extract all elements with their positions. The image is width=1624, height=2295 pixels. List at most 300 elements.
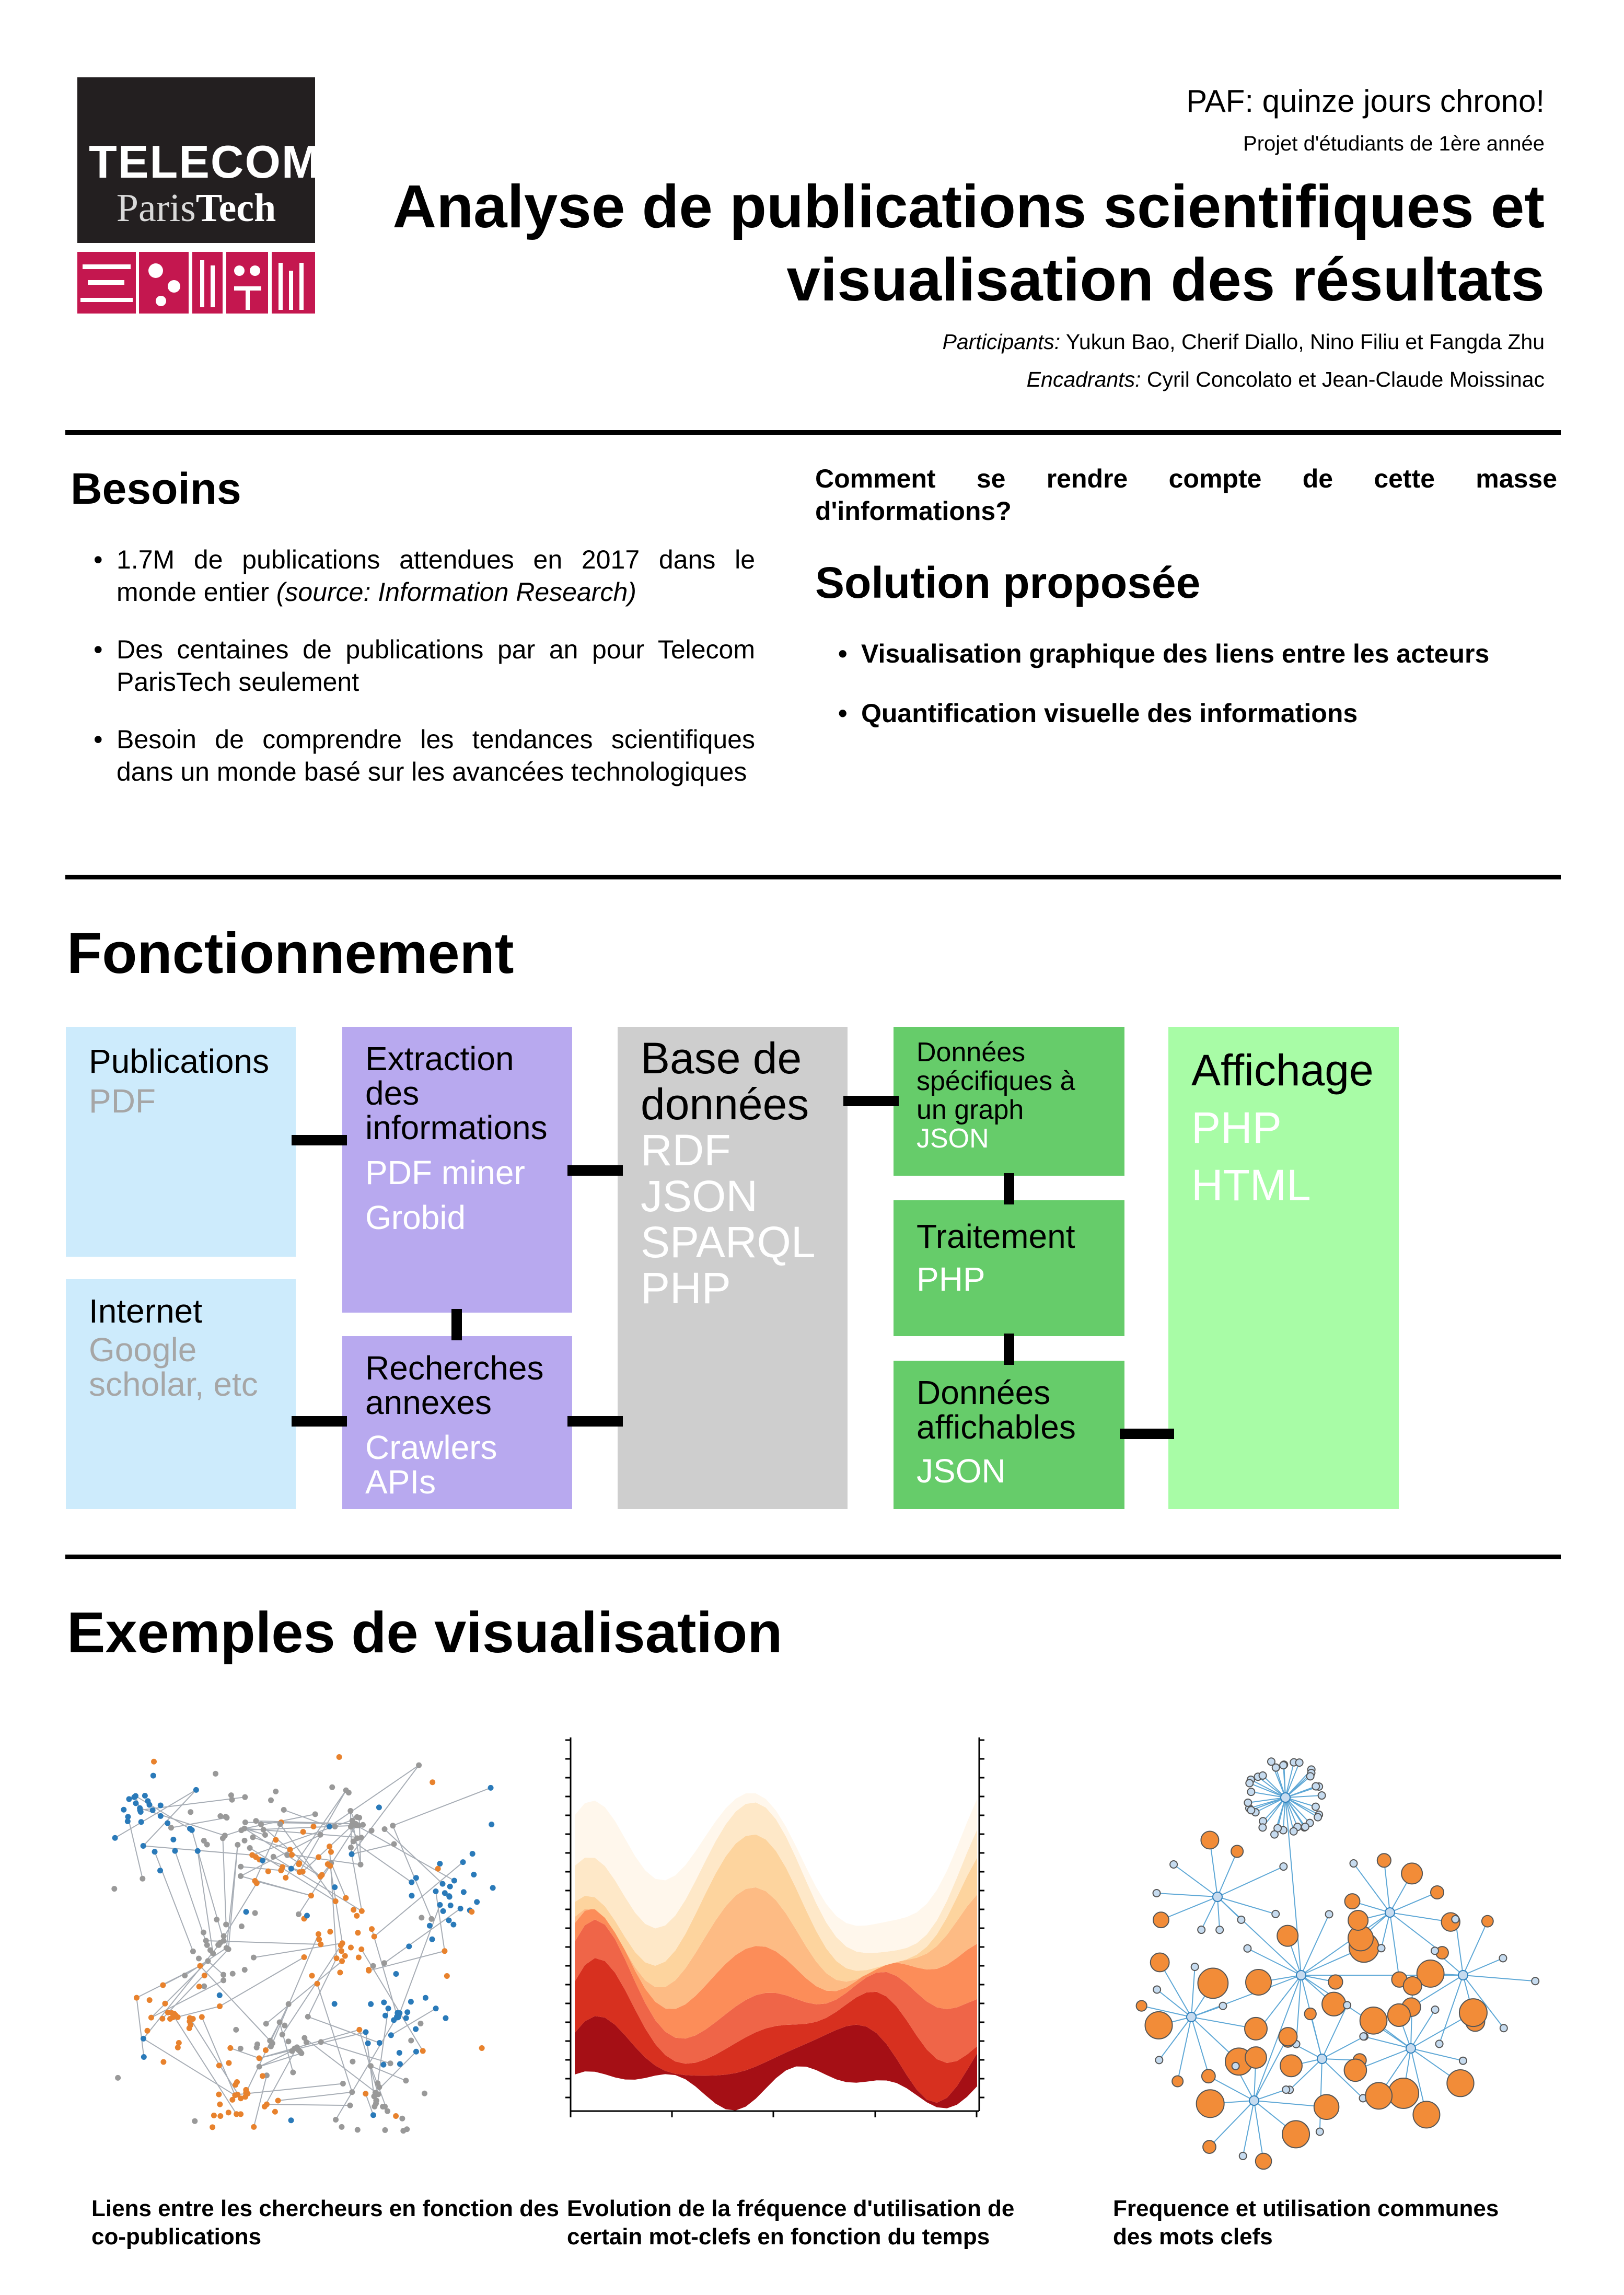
network-node [413, 1875, 419, 1881]
network-node [142, 1793, 148, 1799]
network-node [342, 1953, 348, 1959]
network-edge [136, 1998, 144, 2057]
network-node [333, 1898, 339, 1904]
encadrants-names: Cyril Concolato et Jean-Claude Moissinac [1146, 367, 1545, 391]
network-node [216, 2092, 222, 2097]
network-node [187, 2019, 192, 2024]
network-node [150, 1773, 156, 1779]
recherches-box: Recherches annexes Crawlers APIs [342, 1336, 572, 1509]
network-node [458, 1906, 463, 1911]
network-node [263, 2021, 269, 2026]
tree-edge [1243, 2101, 1254, 2156]
network-node [273, 1789, 279, 1794]
tree-node [1296, 1759, 1303, 1766]
network-node [304, 1913, 310, 1919]
network-node [376, 1804, 382, 1810]
network-node [228, 1792, 234, 1798]
network-node [386, 2006, 391, 2011]
tree-node [1447, 2070, 1474, 2096]
network-node [137, 1807, 143, 1813]
network-node [319, 1872, 325, 1878]
network-node [471, 1872, 477, 1877]
tree-edge [1463, 1975, 1535, 1981]
page-title [343, 170, 1545, 316]
tree-node [1216, 1926, 1223, 1933]
network-node [368, 2063, 374, 2069]
tree-node [1326, 1910, 1333, 1918]
network-node [243, 2090, 249, 2095]
tagline: PAF: quinze jours chrono! [1186, 84, 1545, 119]
tree-node [1328, 1975, 1342, 1989]
network-node [488, 1785, 494, 1791]
tree-node [1239, 2152, 1247, 2160]
network-node [249, 1852, 255, 1858]
network-node [285, 2038, 291, 2044]
network-node [447, 1884, 453, 1890]
tree-node [1272, 1910, 1279, 1918]
tree-edge [1390, 1913, 1399, 1979]
network-node [370, 2112, 376, 2118]
network-node [202, 1973, 207, 1978]
network-node [437, 1902, 443, 1908]
tree-node [1272, 1764, 1280, 1771]
network-node [354, 1913, 359, 1919]
network-node [489, 1822, 494, 1827]
network-node [213, 1771, 218, 1777]
network-node [339, 2124, 344, 2130]
network-node [189, 1827, 195, 1833]
network-node [312, 1811, 318, 1817]
network-node [469, 1909, 474, 1915]
network-node [450, 1922, 456, 1928]
tree-node [1413, 2101, 1440, 2128]
network-node [437, 1861, 443, 1867]
network-node [144, 2028, 150, 2034]
tree-node [1153, 1986, 1161, 1993]
network-edge [393, 1788, 491, 1825]
tree-node [1318, 1792, 1326, 1799]
network-node [286, 2001, 292, 2007]
network-node [355, 1930, 361, 1935]
encadrants-line [1027, 366, 1545, 393]
network-node [172, 1848, 178, 1854]
tree-hub-node [1249, 2096, 1259, 2105]
network-node [242, 1838, 248, 1844]
tree-node [1153, 1912, 1169, 1928]
network-node [195, 1848, 201, 1854]
network-node [350, 2059, 355, 2065]
network-node [373, 2097, 379, 2103]
network-node [205, 1958, 211, 1964]
tree-node [1136, 2001, 1147, 2011]
tree-edge [1174, 1864, 1217, 1897]
participants-names: Yukun Bao, Cherif Diallo, Nino Filiu et Fangda Zhu [1065, 330, 1545, 354]
tree-node [1360, 2007, 1387, 2034]
tree-hub-node [1458, 1971, 1468, 1980]
network-node [182, 1973, 188, 1978]
network-node [399, 2116, 405, 2122]
tree-node [1377, 1853, 1391, 1867]
network-node [433, 2006, 439, 2011]
network-node [296, 1911, 301, 1917]
network-node [366, 1967, 372, 1973]
tree-node [1256, 2153, 1272, 2170]
tree-node [1259, 1772, 1267, 1779]
network-node [358, 1862, 364, 1868]
network-node [363, 2091, 368, 2096]
network-edge [308, 2016, 379, 2043]
tree-nodes [1136, 1758, 1539, 2169]
network-node [216, 2062, 222, 2068]
tree-node [1314, 2095, 1339, 2120]
network-node [261, 1827, 266, 1833]
network-node [223, 1921, 229, 1927]
affichage-box: Affichage PHP HTML [1168, 1027, 1399, 1509]
network-edge [255, 1881, 311, 1896]
network-node [403, 2015, 409, 2021]
list-item: • Visualisation graphique des liens entre les acteurs [838, 639, 1490, 668]
network-node [351, 1838, 356, 1844]
tree-node [1499, 1954, 1506, 1962]
network-node [349, 2089, 355, 2095]
network-node [315, 1981, 320, 1987]
network-node [318, 1941, 323, 1947]
participants-line [943, 328, 1545, 355]
network-node [235, 1842, 240, 1848]
network-node [310, 1824, 316, 1829]
tree-node [1246, 1780, 1253, 1787]
network-node [333, 2117, 339, 2123]
network-edge [253, 1943, 342, 1957]
network-edge [308, 1958, 337, 2017]
network-node [111, 1886, 117, 1892]
tree-node [1482, 1916, 1493, 1927]
network-node [479, 2045, 485, 2051]
tree-node [1219, 2002, 1226, 2010]
network-node [257, 2055, 262, 2061]
network-node [365, 2041, 371, 2046]
network-node [390, 1823, 396, 1828]
network-node [348, 1824, 354, 1829]
tree-node [1280, 1863, 1287, 1870]
network-node [327, 1929, 333, 1934]
donnees-affichables-box: Données affichables JSON [894, 1361, 1124, 1509]
network-node [141, 2036, 146, 2042]
network-node [199, 2014, 205, 2020]
list-item: • Besoin de comprendre les tendances scientifiques dans un monde basé sur les avancées technologiques [94, 725, 755, 786]
network-node [358, 1946, 364, 1952]
connector [292, 1416, 347, 1427]
network-node [332, 1884, 338, 1890]
network-node [397, 2050, 402, 2056]
network-node [152, 1849, 158, 1854]
tree-edge [1301, 1914, 1329, 1975]
network-node [268, 1798, 274, 1803]
connector [1120, 1429, 1174, 1439]
network-node [160, 2059, 166, 2065]
tree-node [1388, 2078, 1419, 2108]
network-node [158, 1813, 164, 1819]
network-node [268, 2044, 274, 2049]
network-node [241, 1826, 247, 1832]
network-edge [155, 1852, 193, 1952]
network-node [133, 1793, 138, 1799]
network-edge [280, 2022, 293, 2072]
network-node [309, 1973, 315, 1978]
donnees-graph-box: Données spécifiques à un graph JSON [894, 1027, 1124, 1176]
network-node [406, 1943, 412, 1949]
network-node [264, 2102, 270, 2107]
tree-node [1191, 1963, 1199, 1971]
network-edge [254, 2076, 267, 2127]
network-node [343, 1895, 349, 1901]
network-node [233, 2027, 239, 2033]
network-node [369, 1926, 375, 1932]
network-node [289, 1852, 295, 1858]
fonctionnement-heading: Fonctionnement [67, 921, 514, 986]
network-node [260, 2073, 265, 2079]
network-node [304, 2039, 309, 2045]
network-node [126, 1796, 132, 1802]
network-node [253, 1818, 259, 1824]
besoins-list [71, 543, 755, 813]
network-node [290, 2069, 296, 2075]
network-node [351, 1907, 356, 1913]
network-node [277, 2019, 283, 2025]
tree-node [1271, 1831, 1278, 1838]
network-node [273, 1837, 279, 1842]
tree-node [1245, 2018, 1267, 2040]
network-node [435, 1866, 441, 1872]
network-node [196, 1984, 202, 1989]
tree-node [1432, 2006, 1439, 2013]
tree-node [1247, 1806, 1255, 1814]
tree-node [1403, 1977, 1422, 1995]
base-de-donnees-box: Base de données RDF JSON SPARQL PHP [618, 1027, 848, 1509]
network-node [325, 1861, 331, 1867]
network-node [393, 2113, 399, 2119]
network-node [359, 1908, 365, 1914]
network-node [165, 1821, 170, 1826]
network-node [416, 1763, 422, 1768]
network-node [356, 1955, 362, 1961]
network-node [134, 1995, 140, 2001]
network-edge [282, 1943, 342, 2035]
network-edge [273, 1857, 362, 1911]
network-node [332, 2001, 338, 2007]
network-node [332, 1824, 338, 1829]
network-node [262, 1832, 268, 1838]
network-node [444, 1973, 450, 1979]
network-node [147, 1997, 153, 2003]
network-node [339, 1948, 344, 1954]
network-node [275, 2098, 281, 2104]
tree-node [1312, 1803, 1319, 1811]
network-node [210, 1951, 216, 1956]
network-node [318, 2039, 324, 2045]
network-node [141, 2054, 147, 2060]
connector [567, 1165, 623, 1176]
connector [843, 1096, 899, 1106]
network-node [350, 1818, 355, 1824]
network-node [356, 2027, 362, 2033]
network-node [370, 1963, 376, 1969]
network-node [329, 1784, 335, 1790]
tree-node [1532, 1977, 1539, 1985]
tree-edge [1201, 1897, 1217, 1930]
network-node [158, 1803, 164, 1809]
network-node [217, 2003, 223, 2009]
network-node [221, 1977, 226, 1983]
network-edge [278, 2092, 352, 2101]
tree-node [1365, 2082, 1392, 2109]
network-edge [136, 1966, 200, 1998]
network-node [230, 1971, 236, 1977]
network-node [133, 1800, 138, 1806]
network-node [451, 1877, 457, 1883]
network-node [316, 1931, 321, 1937]
network-node [355, 2127, 361, 2132]
network-edge [298, 1825, 356, 1914]
tree-node [1244, 1799, 1251, 1806]
network-node [300, 1869, 306, 1874]
connector [1004, 1334, 1014, 1365]
network-node [375, 2080, 380, 2086]
network-node [271, 1854, 276, 1860]
network-node [382, 2127, 388, 2133]
network-node [316, 1854, 321, 1860]
tree-node [1290, 1828, 1297, 1835]
tree-node [1198, 1968, 1228, 1999]
network-node [242, 1819, 248, 1825]
source-citation: (source: Information Research) [276, 577, 636, 607]
tree-edge [1157, 1893, 1217, 1897]
divider [65, 430, 1561, 435]
exemples-heading: Exemples de visualisation [67, 1601, 783, 1665]
network-node [363, 2029, 369, 2035]
tree-node [1452, 1916, 1459, 1923]
network-node [301, 1954, 307, 1960]
tree-hub-node [1317, 2054, 1327, 2064]
network-edge [223, 1838, 226, 1925]
network-node [490, 1885, 496, 1891]
network-node [340, 2081, 346, 2087]
network-node [448, 1903, 454, 1908]
tree-node [1237, 1916, 1245, 1923]
list-item: • Des centaines de publications par an pour Telecom ParisTech seulement [94, 635, 755, 697]
tree-edge [1217, 1851, 1237, 1897]
tree-node [1459, 1999, 1487, 2026]
network-node [316, 1937, 322, 1942]
network-edge [238, 2083, 343, 2094]
network-node [221, 1972, 226, 1978]
network-node [393, 1971, 399, 1977]
tree-node [1500, 2024, 1507, 2032]
network-node [417, 2021, 423, 2026]
network-node [226, 2060, 231, 2066]
network-node [348, 1944, 354, 1950]
network-node [382, 1826, 388, 1832]
network-node [201, 1838, 207, 1844]
title-line-1: Analyse de publications scientifiques et [392, 172, 1545, 240]
network-edge [228, 1845, 238, 1949]
network-node [443, 2015, 448, 2021]
network-edge [259, 2053, 301, 2067]
network-node [223, 1814, 228, 1819]
tree-node [1305, 2008, 1316, 2020]
network-node [413, 2049, 419, 2055]
network-node [217, 2102, 223, 2107]
connector [567, 1416, 623, 1427]
network-node [382, 2013, 388, 2019]
tree-node [1282, 2086, 1290, 2093]
network-node [354, 1814, 360, 1820]
tree-node [1345, 1894, 1360, 1909]
tree-node [1231, 1845, 1243, 1857]
network-node [288, 1866, 294, 1872]
tree-hub-node [1385, 1908, 1395, 1917]
network-node [470, 1851, 475, 1857]
network-node [197, 1963, 203, 1969]
network-node [347, 2103, 353, 2108]
network-node [140, 1876, 145, 1882]
extraction-box: Extraction des informations PDF miner Grobid [342, 1027, 572, 1313]
network-node [349, 1851, 355, 1857]
list-item: • Quantification visuelle des informations [838, 699, 1358, 728]
network-node [239, 1923, 245, 1929]
divider [65, 1555, 1561, 1559]
network-edge [299, 1790, 346, 1872]
network-node [347, 1808, 353, 1814]
network-node [419, 1915, 424, 1920]
network-node [192, 2118, 198, 2124]
network-node [277, 1821, 283, 1827]
network-node [340, 1940, 345, 1946]
network-node [226, 2109, 231, 2115]
encadrants-label: Encadrants: [1026, 367, 1141, 391]
tree-node [1316, 2128, 1324, 2136]
network-node [238, 2046, 243, 2051]
network-node [381, 1960, 387, 1966]
tree-node [1155, 2056, 1163, 2064]
network-node [170, 1837, 176, 1842]
network-node [238, 2111, 243, 2117]
network-edge [266, 2104, 350, 2105]
network-node [210, 2124, 215, 2130]
network-node [380, 2062, 386, 2068]
tree-node [1245, 2047, 1267, 2068]
tree-node [1344, 2059, 1367, 2082]
network-node [328, 1849, 334, 1855]
network-node [265, 1869, 271, 1874]
network-edge [286, 1790, 346, 1877]
network-node [115, 2075, 121, 2081]
network-node [440, 1881, 446, 1887]
network-node [229, 2097, 235, 2103]
network-node [404, 2009, 410, 2015]
network-node [242, 1967, 248, 1973]
network-node [203, 1938, 209, 1943]
network-node [138, 1819, 144, 1825]
network-node [125, 1818, 131, 1824]
network-edge [352, 1765, 419, 1854]
network-node [474, 1899, 480, 1905]
network-node [217, 2113, 223, 2119]
network-node [368, 2001, 374, 2007]
network-node [280, 2032, 285, 2037]
network-node [251, 2124, 257, 2130]
network-node [433, 1888, 438, 1894]
